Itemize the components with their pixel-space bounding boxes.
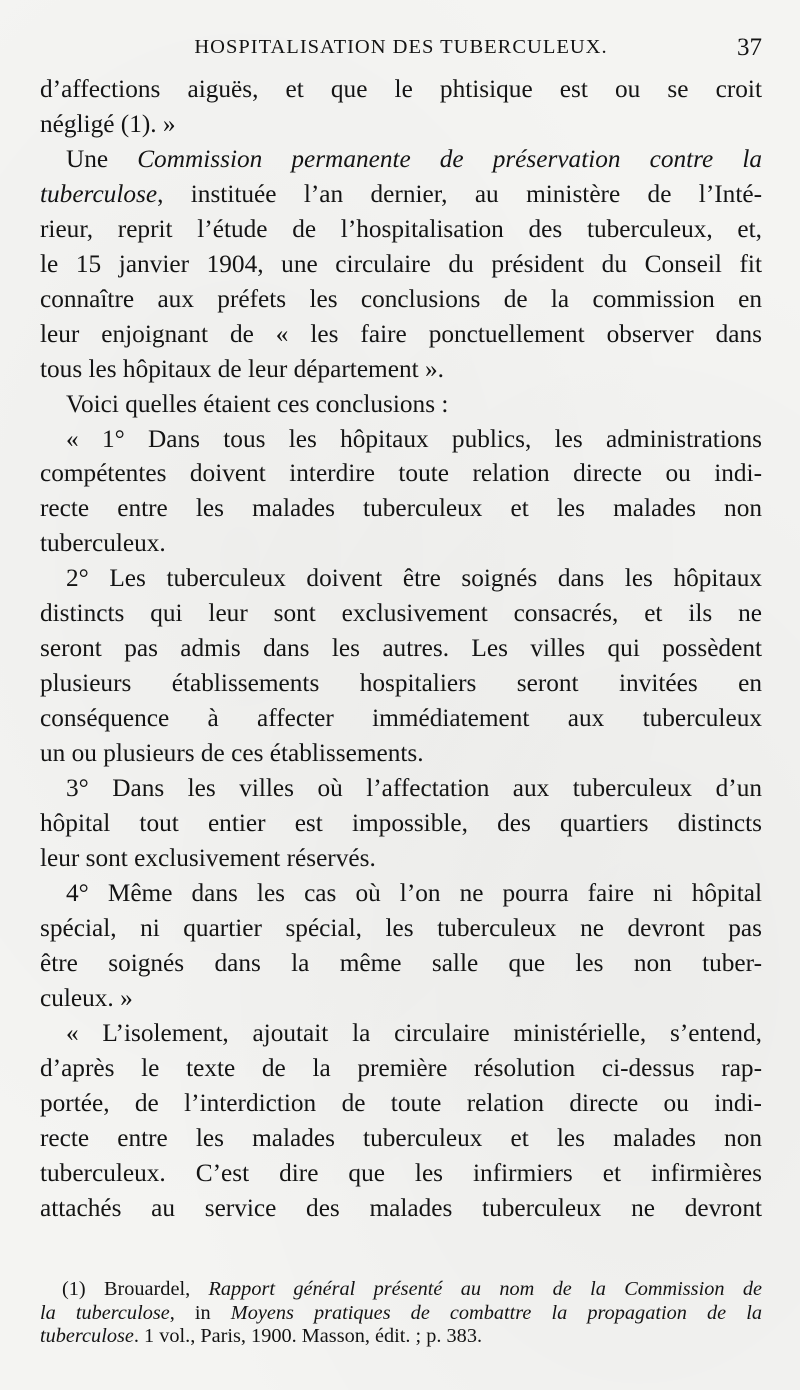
text-line: un ou plusieurs de ces établissements. [40,739,424,768]
footnote-line [40,1325,762,1349]
paragraph-5 [40,561,762,771]
text-line: 3° Dans les villes où l’affectation aux tuberculeux d’un [66,774,762,803]
text-line: tous les hôpitaux de leur département ». [40,354,444,383]
running-header [40,34,762,64]
paragraph-8 [40,1016,762,1226]
text-line [40,142,762,177]
text-line: distincts qui leur sont exclusivement consacrés, et ils ne [40,599,762,628]
commission-name-end: tuberculose [40,179,158,208]
footnote-line [40,1278,762,1302]
text-line: conséquence à affecter immédiatement aux tuberculeux [40,704,762,733]
footnote [40,1278,762,1349]
page-number: 37 [737,34,762,61]
paragraph-1 [40,72,762,142]
text-line: seront pas admis dans les autres. Les villes qui possèdent [40,634,762,663]
text-line: attachés au service des malades tuberculeux ne devront [40,1193,762,1222]
text-line: connaître aux préfets les conclusions de la commission en [40,284,762,313]
text-line: tuberculeux. [40,529,166,558]
text-line: le 15 janvier 1904, une circulaire du président du Conseil fit [40,249,762,278]
text-line: négligé (1). » [40,109,176,138]
text-line [40,177,762,212]
text-line: leur enjoignant de « les faire ponctuellement observer dans [40,319,762,348]
body-text [40,72,762,1225]
running-title: HOSPITALISATION DES TUBERCULEUX. [194,36,608,58]
text-line: culeux. » [40,983,133,1012]
text-line: d’après le texte de la première résolution ci-dessus rap- [40,1053,762,1082]
text-line: plusieurs établissements hospitaliers seront invitées en [40,669,762,698]
footnote-title: la tuberculose [40,1301,170,1324]
text-line: recte entre les malades tuberculeux et les malades non [40,1123,762,1152]
footnote-work: tuberculose [40,1325,134,1347]
text-run: , instituée l’an dernier, au ministère de l’Inté- [157,179,762,208]
text-line: recte entre les malades tuberculeux et les malades non [40,494,762,523]
text-line: leur sont exclusivement réservés. [40,843,376,872]
footnote-publication: . 1 vol., Paris, 1900. Masson, édit. ; p. 383. [133,1325,483,1347]
text-line: compétentes doivent interdire toute relation directe ou indi- [40,459,762,488]
text-line: hôpital tout entier est impossible, des quartiers distincts [40,809,762,838]
text-line: rieur, reprit l’étude de l’hospitalisation des tuberculeux, et, [40,214,762,243]
footnote-work: Moyens pratiques de combattre la propagation de la [230,1301,762,1324]
text-line: tuberculeux. C’est dire que les infirmiers et infirmières [40,1158,762,1187]
text-line: Voici quelles étaient ces conclusions : [66,389,449,418]
footnote-author: (1) Brouardel, [62,1278,209,1300]
text-run: , in [169,1301,231,1324]
paragraph-6 [40,771,762,876]
text-line: spécial, ni quartier spécial, les tuberculeux ne devront pas [40,913,762,942]
text-line: « L’isolement, ajoutait la circulaire ministérielle, s’entend, [66,1018,762,1047]
paragraph-7 [40,876,762,1016]
paragraph-3 [40,387,762,422]
text-line: être soignés dans la même salle que les non tuber- [40,948,762,977]
text-run: Une [66,144,138,173]
commission-name: Commission permanente de préservation contre la [137,144,762,173]
text-line: 4° Même dans les cas où l’on ne pourra faire ni hôpital [66,878,762,907]
footnote-title: Rapport général présenté au nom de la Commission de [208,1278,762,1300]
text-line: « 1° Dans tous les hôpitaux publics, les administrations [66,424,762,453]
footnote-line [40,1302,762,1326]
paragraph-4 [40,422,762,562]
text-line: d’affections aiguës, et que le phtisique est ou se croit [40,75,762,103]
paragraph-2 [40,142,762,387]
text-line: 2° Les tuberculeux doivent être soignés dans les hôpitaux [66,564,762,593]
text-line: portée, de l’interdiction de toute relation directe ou indi- [40,1088,762,1117]
